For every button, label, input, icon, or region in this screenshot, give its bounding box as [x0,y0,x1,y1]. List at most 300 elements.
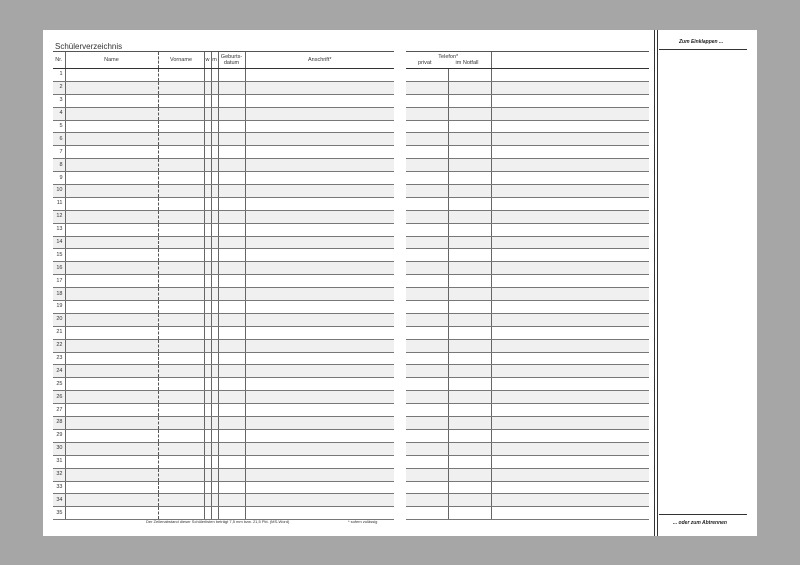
cell-notfall[interactable] [448,391,491,404]
cell-vorname[interactable] [158,288,204,301]
cell-privat[interactable] [406,120,448,133]
cell-notfall[interactable] [448,172,491,185]
cell-m[interactable] [211,417,218,430]
cell-geburtsdatum[interactable] [218,262,245,275]
cell-name[interactable] [65,507,158,520]
cell-blank[interactable] [491,494,649,507]
cell-m[interactable] [211,391,218,404]
cell-blank[interactable] [491,249,649,262]
cell-name[interactable] [65,468,158,481]
cell-w[interactable] [204,391,211,404]
cell-name[interactable] [65,275,158,288]
cell-vorname[interactable] [158,223,204,236]
cell-vorname[interactable] [158,404,204,417]
cell-name[interactable] [65,197,158,210]
cell-w[interactable] [204,81,211,94]
cell-privat[interactable] [406,313,448,326]
cell-vorname[interactable] [158,313,204,326]
cell-name[interactable] [65,172,158,185]
cell-anschrift[interactable] [245,133,394,146]
cell-blank[interactable] [491,172,649,185]
cell-blank[interactable] [491,210,649,223]
cell-geburtsdatum[interactable] [218,352,245,365]
cell-m[interactable] [211,185,218,198]
cell-m[interactable] [211,494,218,507]
cell-m[interactable] [211,326,218,339]
cell-anschrift[interactable] [245,494,394,507]
cell-notfall[interactable] [448,288,491,301]
cell-notfall[interactable] [448,313,491,326]
cell-blank[interactable] [491,223,649,236]
cell-anschrift[interactable] [245,455,394,468]
cell-m[interactable] [211,69,218,82]
cell-notfall[interactable] [448,365,491,378]
cell-blank[interactable] [491,352,649,365]
cell-name[interactable] [65,339,158,352]
cell-name[interactable] [65,494,158,507]
cell-w[interactable] [204,339,211,352]
cell-anschrift[interactable] [245,404,394,417]
cell-w[interactable] [204,262,211,275]
cell-geburtsdatum[interactable] [218,455,245,468]
cell-w[interactable] [204,172,211,185]
cell-geburtsdatum[interactable] [218,249,245,262]
cell-blank[interactable] [491,133,649,146]
cell-name[interactable] [65,378,158,391]
cell-m[interactable] [211,107,218,120]
cell-anschrift[interactable] [245,223,394,236]
cell-privat[interactable] [406,339,448,352]
cell-name[interactable] [65,352,158,365]
cell-geburtsdatum[interactable] [218,365,245,378]
cell-privat[interactable] [406,185,448,198]
cell-blank[interactable] [491,326,649,339]
cell-notfall[interactable] [448,404,491,417]
cell-privat[interactable] [406,223,448,236]
cell-vorname[interactable] [158,120,204,133]
cell-m[interactable] [211,172,218,185]
cell-notfall[interactable] [448,249,491,262]
cell-anschrift[interactable] [245,210,394,223]
cell-w[interactable] [204,133,211,146]
cell-w[interactable] [204,301,211,314]
cell-privat[interactable] [406,172,448,185]
cell-name[interactable] [65,146,158,159]
cell-notfall[interactable] [448,429,491,442]
cell-vorname[interactable] [158,133,204,146]
cell-w[interactable] [204,417,211,430]
cell-w[interactable] [204,120,211,133]
cell-notfall[interactable] [448,159,491,172]
cell-blank[interactable] [491,417,649,430]
cell-notfall[interactable] [448,69,491,82]
cell-anschrift[interactable] [245,391,394,404]
cell-privat[interactable] [406,249,448,262]
cell-blank[interactable] [491,94,649,107]
cell-notfall[interactable] [448,236,491,249]
cell-blank[interactable] [491,301,649,314]
cell-w[interactable] [204,275,211,288]
cell-vorname[interactable] [158,107,204,120]
cell-vorname[interactable] [158,301,204,314]
cell-geburtsdatum[interactable] [218,159,245,172]
cell-privat[interactable] [406,94,448,107]
cell-notfall[interactable] [448,378,491,391]
cell-blank[interactable] [491,262,649,275]
cell-vorname[interactable] [158,339,204,352]
cell-notfall[interactable] [448,210,491,223]
cell-vorname[interactable] [158,275,204,288]
cell-geburtsdatum[interactable] [218,120,245,133]
cell-privat[interactable] [406,378,448,391]
cell-m[interactable] [211,429,218,442]
cell-anschrift[interactable] [245,159,394,172]
cell-name[interactable] [65,223,158,236]
cell-notfall[interactable] [448,339,491,352]
cell-geburtsdatum[interactable] [218,146,245,159]
cell-privat[interactable] [406,326,448,339]
cell-vorname[interactable] [158,159,204,172]
cell-vorname[interactable] [158,326,204,339]
cell-w[interactable] [204,494,211,507]
cell-notfall[interactable] [448,107,491,120]
cell-m[interactable] [211,275,218,288]
cell-geburtsdatum[interactable] [218,494,245,507]
cell-name[interactable] [65,120,158,133]
cell-vorname[interactable] [158,69,204,82]
cell-anschrift[interactable] [245,339,394,352]
cell-blank[interactable] [491,107,649,120]
cell-geburtsdatum[interactable] [218,507,245,520]
cell-anschrift[interactable] [245,301,394,314]
cell-geburtsdatum[interactable] [218,288,245,301]
cell-name[interactable] [65,417,158,430]
cell-vorname[interactable] [158,417,204,430]
cell-notfall[interactable] [448,481,491,494]
cell-geburtsdatum[interactable] [218,236,245,249]
cell-anschrift[interactable] [245,365,394,378]
cell-blank[interactable] [491,391,649,404]
cell-anschrift[interactable] [245,481,394,494]
cell-w[interactable] [204,146,211,159]
cell-privat[interactable] [406,210,448,223]
cell-w[interactable] [204,404,211,417]
cell-blank[interactable] [491,339,649,352]
cell-geburtsdatum[interactable] [218,391,245,404]
cell-w[interactable] [204,185,211,198]
cell-m[interactable] [211,133,218,146]
cell-geburtsdatum[interactable] [218,107,245,120]
cell-geburtsdatum[interactable] [218,133,245,146]
cell-privat[interactable] [406,275,448,288]
cell-anschrift[interactable] [245,442,394,455]
cell-privat[interactable] [406,159,448,172]
cell-vorname[interactable] [158,249,204,262]
cell-notfall[interactable] [448,81,491,94]
cell-m[interactable] [211,159,218,172]
cell-geburtsdatum[interactable] [218,301,245,314]
cell-m[interactable] [211,120,218,133]
cell-name[interactable] [65,94,158,107]
cell-anschrift[interactable] [245,262,394,275]
cell-privat[interactable] [406,146,448,159]
cell-name[interactable] [65,313,158,326]
cell-anschrift[interactable] [245,507,394,520]
cell-m[interactable] [211,236,218,249]
cell-anschrift[interactable] [245,313,394,326]
cell-anschrift[interactable] [245,326,394,339]
cell-privat[interactable] [406,429,448,442]
cell-name[interactable] [65,185,158,198]
cell-notfall[interactable] [448,133,491,146]
cell-name[interactable] [65,69,158,82]
cell-w[interactable] [204,159,211,172]
cell-blank[interactable] [491,197,649,210]
cell-vorname[interactable] [158,185,204,198]
cell-m[interactable] [211,404,218,417]
cell-notfall[interactable] [448,146,491,159]
cell-privat[interactable] [406,507,448,520]
cell-anschrift[interactable] [245,378,394,391]
cell-privat[interactable] [406,133,448,146]
cell-vorname[interactable] [158,468,204,481]
cell-w[interactable] [204,442,211,455]
cell-w[interactable] [204,468,211,481]
cell-notfall[interactable] [448,223,491,236]
cell-vorname[interactable] [158,429,204,442]
cell-vorname[interactable] [158,378,204,391]
cell-geburtsdatum[interactable] [218,210,245,223]
cell-m[interactable] [211,197,218,210]
cell-vorname[interactable] [158,442,204,455]
cell-w[interactable] [204,107,211,120]
cell-privat[interactable] [406,442,448,455]
cell-blank[interactable] [491,404,649,417]
cell-notfall[interactable] [448,417,491,430]
cell-m[interactable] [211,442,218,455]
cell-w[interactable] [204,223,211,236]
cell-geburtsdatum[interactable] [218,417,245,430]
cell-blank[interactable] [491,429,649,442]
cell-geburtsdatum[interactable] [218,429,245,442]
cell-geburtsdatum[interactable] [218,197,245,210]
cell-geburtsdatum[interactable] [218,326,245,339]
cell-privat[interactable] [406,481,448,494]
cell-vorname[interactable] [158,365,204,378]
cell-blank[interactable] [491,120,649,133]
cell-blank[interactable] [491,81,649,94]
cell-m[interactable] [211,481,218,494]
cell-notfall[interactable] [448,197,491,210]
cell-geburtsdatum[interactable] [218,94,245,107]
cell-name[interactable] [65,262,158,275]
cell-notfall[interactable] [448,352,491,365]
cell-name[interactable] [65,236,158,249]
cell-anschrift[interactable] [245,185,394,198]
cell-vorname[interactable] [158,352,204,365]
cell-geburtsdatum[interactable] [218,468,245,481]
cell-w[interactable] [204,429,211,442]
cell-blank[interactable] [491,69,649,82]
cell-privat[interactable] [406,494,448,507]
cell-privat[interactable] [406,107,448,120]
cell-blank[interactable] [491,507,649,520]
cell-w[interactable] [204,288,211,301]
cell-vorname[interactable] [158,391,204,404]
cell-privat[interactable] [406,81,448,94]
cell-geburtsdatum[interactable] [218,172,245,185]
cell-m[interactable] [211,301,218,314]
cell-w[interactable] [204,326,211,339]
cell-anschrift[interactable] [245,236,394,249]
cell-m[interactable] [211,262,218,275]
cell-geburtsdatum[interactable] [218,442,245,455]
cell-w[interactable] [204,455,211,468]
cell-privat[interactable] [406,236,448,249]
cell-privat[interactable] [406,301,448,314]
cell-anschrift[interactable] [245,249,394,262]
cell-m[interactable] [211,249,218,262]
cell-vorname[interactable] [158,236,204,249]
cell-vorname[interactable] [158,262,204,275]
cell-m[interactable] [211,352,218,365]
cell-geburtsdatum[interactable] [218,404,245,417]
cell-name[interactable] [65,365,158,378]
cell-blank[interactable] [491,146,649,159]
cell-name[interactable] [65,133,158,146]
cell-geburtsdatum[interactable] [218,185,245,198]
cell-name[interactable] [65,159,158,172]
cell-privat[interactable] [406,468,448,481]
cell-w[interactable] [204,94,211,107]
cell-m[interactable] [211,223,218,236]
cell-anschrift[interactable] [245,107,394,120]
cell-notfall[interactable] [448,185,491,198]
cell-blank[interactable] [491,378,649,391]
cell-name[interactable] [65,442,158,455]
cell-notfall[interactable] [448,120,491,133]
cell-w[interactable] [204,210,211,223]
cell-vorname[interactable] [158,197,204,210]
cell-blank[interactable] [491,481,649,494]
cell-anschrift[interactable] [245,172,394,185]
cell-name[interactable] [65,81,158,94]
cell-w[interactable] [204,378,211,391]
cell-blank[interactable] [491,185,649,198]
cell-anschrift[interactable] [245,120,394,133]
cell-blank[interactable] [491,275,649,288]
cell-anschrift[interactable] [245,275,394,288]
cell-vorname[interactable] [158,172,204,185]
cell-vorname[interactable] [158,210,204,223]
cell-blank[interactable] [491,365,649,378]
cell-w[interactable] [204,236,211,249]
cell-anschrift[interactable] [245,288,394,301]
cell-notfall[interactable] [448,262,491,275]
cell-geburtsdatum[interactable] [218,313,245,326]
cell-notfall[interactable] [448,326,491,339]
cell-name[interactable] [65,301,158,314]
cell-vorname[interactable] [158,81,204,94]
cell-notfall[interactable] [448,94,491,107]
cell-m[interactable] [211,81,218,94]
cell-name[interactable] [65,429,158,442]
cell-m[interactable] [211,455,218,468]
cell-w[interactable] [204,365,211,378]
cell-blank[interactable] [491,236,649,249]
cell-m[interactable] [211,365,218,378]
cell-privat[interactable] [406,352,448,365]
cell-anschrift[interactable] [245,94,394,107]
cell-geburtsdatum[interactable] [218,378,245,391]
cell-m[interactable] [211,339,218,352]
cell-notfall[interactable] [448,455,491,468]
cell-blank[interactable] [491,455,649,468]
cell-name[interactable] [65,249,158,262]
cell-m[interactable] [211,468,218,481]
cell-notfall[interactable] [448,301,491,314]
cell-anschrift[interactable] [245,146,394,159]
cell-name[interactable] [65,288,158,301]
cell-vorname[interactable] [158,146,204,159]
cell-m[interactable] [211,94,218,107]
cell-vorname[interactable] [158,494,204,507]
cell-m[interactable] [211,288,218,301]
cell-name[interactable] [65,404,158,417]
cell-name[interactable] [65,455,158,468]
cell-privat[interactable] [406,391,448,404]
cell-anschrift[interactable] [245,429,394,442]
cell-privat[interactable] [406,262,448,275]
cell-privat[interactable] [406,455,448,468]
cell-anschrift[interactable] [245,417,394,430]
cell-privat[interactable] [406,197,448,210]
cell-privat[interactable] [406,69,448,82]
cell-anschrift[interactable] [245,197,394,210]
cell-name[interactable] [65,326,158,339]
cell-w[interactable] [204,197,211,210]
cell-geburtsdatum[interactable] [218,339,245,352]
cell-w[interactable] [204,313,211,326]
cell-privat[interactable] [406,417,448,430]
cell-m[interactable] [211,507,218,520]
cell-w[interactable] [204,507,211,520]
cell-geburtsdatum[interactable] [218,69,245,82]
cell-geburtsdatum[interactable] [218,81,245,94]
cell-name[interactable] [65,391,158,404]
cell-name[interactable] [65,107,158,120]
cell-privat[interactable] [406,404,448,417]
cell-m[interactable] [211,378,218,391]
cell-w[interactable] [204,352,211,365]
cell-anschrift[interactable] [245,69,394,82]
cell-m[interactable] [211,210,218,223]
cell-privat[interactable] [406,365,448,378]
cell-vorname[interactable] [158,94,204,107]
cell-vorname[interactable] [158,481,204,494]
cell-anschrift[interactable] [245,468,394,481]
cell-anschrift[interactable] [245,81,394,94]
cell-blank[interactable] [491,442,649,455]
cell-m[interactable] [211,313,218,326]
cell-notfall[interactable] [448,468,491,481]
cell-notfall[interactable] [448,442,491,455]
cell-m[interactable] [211,146,218,159]
cell-name[interactable] [65,210,158,223]
cell-blank[interactable] [491,468,649,481]
cell-notfall[interactable] [448,494,491,507]
cell-notfall[interactable] [448,507,491,520]
